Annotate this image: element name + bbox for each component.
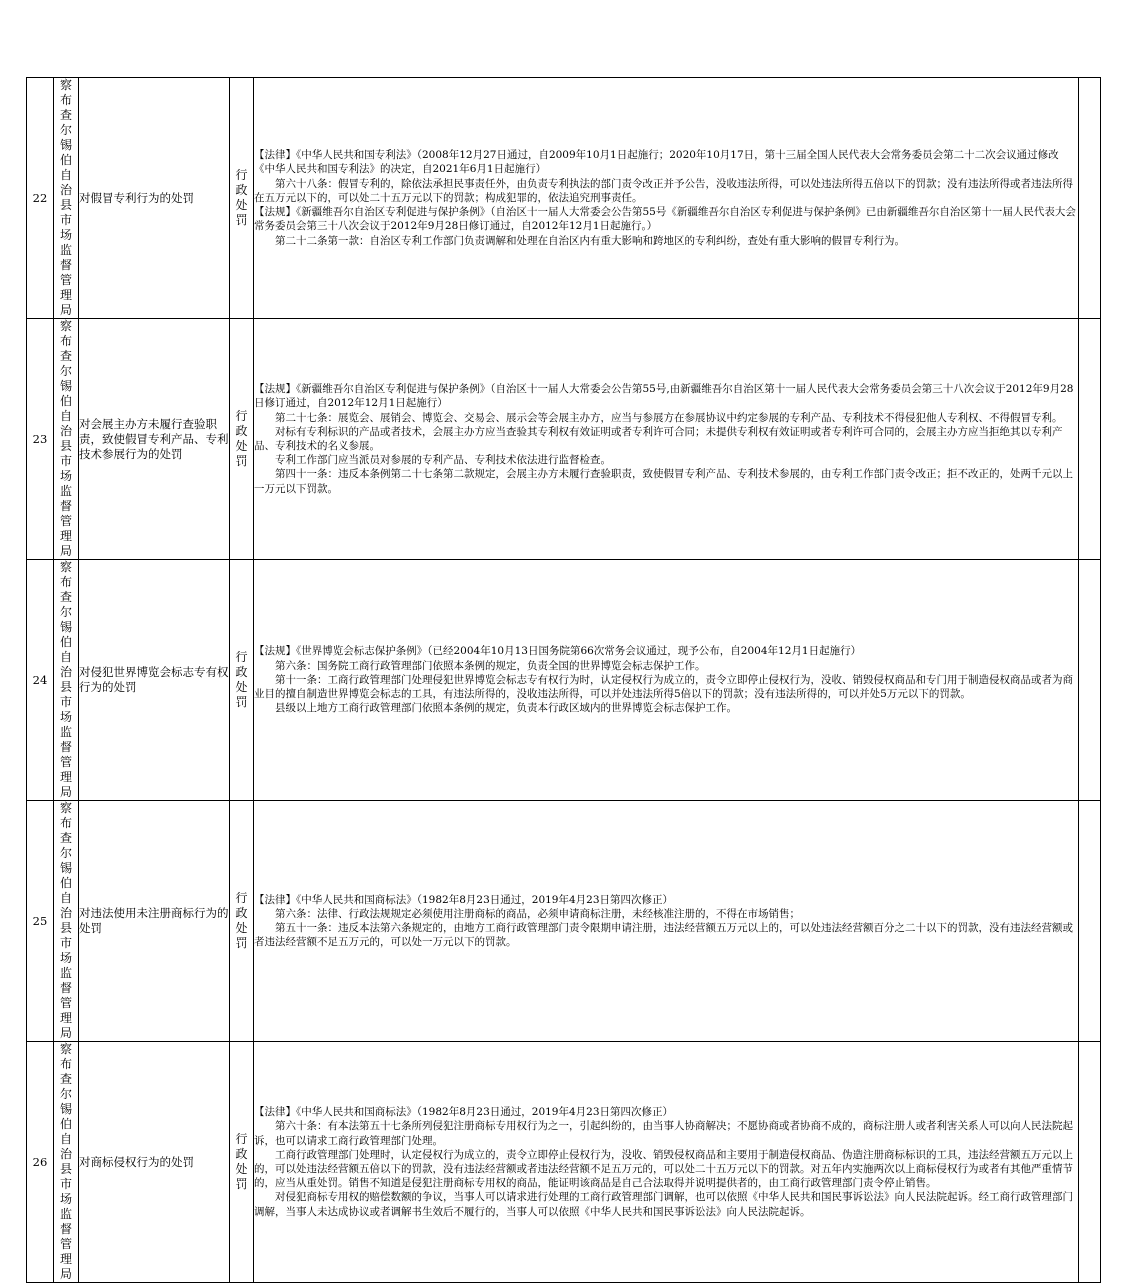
basis-paragraph: 【法规】《新疆维吾尔自治区专利促进与保护条例》（自治区十一届人大常委会公告第55号《新疆维吾尔自治区专利促进与保护条例》已由新疆维吾尔自治区第十一届人民代表大会常务委员会第三十八次会议于2012年9月28日修订通过，自2012年12月1日起施行。） (254, 206, 1076, 233)
power-type: 行 政 处 罚 (230, 560, 254, 801)
basis-paragraph: 第五十一条：违反本法第六条规定的，由地方工商行政管理部门责令限期申请注册，违法经营额五万元以上的，可以处违法经营额百分之二十以下的罚款，没有违法经营额或者违法经营额不足五万元的，可以处一万元以下的罚款。 (254, 922, 1073, 949)
remarks-cell (1079, 78, 1101, 319)
basis-paragraph: 第十一条：工商行政管理部门处理侵犯世界博览会标志专有权行为时，认定侵权行为成立的，责令立即停止侵权行为，没收、销毁侵权商品和专门用于制造侵权商品或者为商业目的擅自制造世界博览会标志的工具，有违法所得的，没收违法所得，可以并处违法所得5倍以下的罚款；没有违法所得的，可以并处5万元以下的罚款。 (254, 673, 1073, 701)
legal-basis (254, 319, 1079, 560)
table-row (27, 1042, 1101, 1283)
table-row (27, 801, 1101, 1042)
row-number: 23 (27, 319, 54, 560)
basis-paragraph: 第六十八条：假冒专利的，除依法承担民事责任外，由负责专利执法的部门责令改正并予公告，没收违法所得，可以处违法所得五倍以下的罚款；没有违法所得或者违法所得在五万元以下的，可以处二十五万元以下的罚款；构成犯罪的，依法追究刑事责任。 (254, 177, 1073, 204)
basis-paragraph: 【法规】《新疆维吾尔自治区专利促进与保护条例》（自治区十一届人大常委会公告第55号,由新疆维吾尔自治区第十一届人民代表大会常务委员会第三十八次会议于2012年9月28日修订通过，自2012年12月1日起施行） (254, 383, 1074, 410)
authority-name: 察 布 查 尔 锡 伯 自 治 县 市 场 监 督 管 理 局 (54, 560, 79, 801)
remarks-cell (1079, 801, 1101, 1042)
penalty-item: 对会展主办方未履行查验职责，致使假冒专利产品、专利技术参展行为的处罚 (79, 319, 230, 560)
basis-paragraph: 工商行政管理部门处理时，认定侵权行为成立的，责令立即停止侵权行为，没收、销毁侵权商品和主要用于制造侵权商品、伪造注册商标标识的工具，违法经营额五万元以上的，可以处违法经营额五倍以下的罚款，没有违法经营额或者违法经营额不足五万元的，可以处二十五万元以下的罚款。对五年内实施两次以上商标侵权行为或者有其他严重情节的，应当从重处罚。销售不知道是侵犯注册商标专用权的商品，能证明该商品是自己合法取得并说明提供者的，由工商行政管理部门责令停止销售。 (254, 1148, 1073, 1190)
authority-name: 察 布 查 尔 锡 伯 自 治 县 市 场 监 督 管 理 局 (54, 801, 79, 1042)
row-number: 25 (27, 801, 54, 1042)
basis-paragraph: 专利工作部门应当派员对参展的专利产品、专利技术依法进行监督检查。 (275, 454, 611, 467)
basis-paragraph: 第六条：国务院工商行政管理部门依照本条例的规定，负责全国的世界博览会标志保护工作。 (275, 659, 706, 672)
basis-paragraph: 【法律】《中华人民共和国商标法》（1982年8月23日通过，2019年4月23日第四次修正） (254, 1106, 674, 1119)
penalty-item: 对商标侵权行为的处罚 (79, 1042, 230, 1283)
penalty-item: 对违法使用未注册商标行为的处罚 (79, 801, 230, 1042)
penalty-table (26, 77, 1101, 1283)
basis-paragraph: 第二十二条第一款：自治区专利工作部门负责调解和处理在自治区内有重大影响和跨地区的专利纠纷，查处有重大影响的假冒专利行为。 (275, 234, 905, 247)
basis-paragraph: 对标有专利标识的产品或者技术，会展主办方应当查验其专利权有效证明或者专利许可合同；未提供专利权有效证明或者专利许可合同的，会展主办方应当拒绝其以专利产品、专利技术的名义参展。 (254, 425, 1063, 452)
legal-basis (254, 1042, 1079, 1283)
legal-basis (254, 560, 1079, 801)
power-type: 行 政 处 罚 (230, 801, 254, 1042)
authority-name: 察 布 查 尔 锡 伯 自 治 县 市 场 监 督 管 理 局 (54, 1042, 79, 1283)
legal-basis (254, 801, 1079, 1042)
table-row (27, 560, 1101, 801)
power-type: 行 政 处 罚 (230, 78, 254, 319)
basis-paragraph: 县级以上地方工商行政管理部门依照本条例的规定，负责本行政区域内的世界博览会标志保护工作。 (275, 702, 737, 715)
power-type: 行 政 处 罚 (230, 1042, 254, 1283)
table-row (27, 78, 1101, 319)
row-number: 26 (27, 1042, 54, 1283)
basis-paragraph: 对侵犯商标专用权的赔偿数额的争议，当事人可以请求进行处理的工商行政管理部门调解，也可以依照《中华人民共和国民事诉讼法》向人民法院起诉。经工商行政管理部门调解，当事人未达成协议或者调解书生效后不履行的，当事人可以依照《中华人民共和国民事诉讼法》向人民法院起诉。 (254, 1191, 1073, 1218)
table-row (27, 319, 1101, 560)
authority-name: 察 布 查 尔 锡 伯 自 治 县 市 场 监 督 管 理 局 (54, 78, 79, 319)
basis-paragraph: 【法律】《中华人民共和国专利法》（2008年12月27日通过，自2009年10月1日起施行；2020年10月17日，第十三届全国人民代表大会常务委员会第二十二次会议通过修改《中华人民共和国专利法》的决定，自2021年6月1日起施行） (254, 149, 1059, 176)
basis-paragraph: 第六条：法律、行政法规规定必须使用注册商标的商品，必须申请商标注册，未经核准注册的，不得在市场销售； (275, 907, 800, 920)
row-number: 24 (27, 560, 54, 801)
basis-paragraph: 【法律】《中华人民共和国商标法》（1982年8月23日通过，2019年4月23日第四次修正） (254, 893, 674, 906)
legal-basis (254, 78, 1079, 319)
remarks-cell (1079, 1042, 1101, 1283)
basis-paragraph: 【法规】《世界博览会标志保护条例》（已经2004年10月13日国务院第66次常务会议通过，现予公布，自2004年12月1日起施行） (254, 645, 862, 658)
remarks-cell (1079, 319, 1101, 560)
penalty-item: 对假冒专利行为的处罚 (79, 78, 230, 319)
penalty-item: 对侵犯世界博览会标志专有权行为的处罚 (79, 560, 230, 801)
row-number: 22 (27, 78, 54, 319)
basis-paragraph: 第四十一条：违反本条例第二十七条第二款规定，会展主办方未履行查验职责，致使假冒专利产品、专利技术参展的，由专利工作部门责令改正；拒不改正的，处两千元以上一万元以下罚款。 (254, 468, 1073, 495)
power-type: 行 政 处 罚 (230, 319, 254, 560)
table-body (27, 78, 1101, 1283)
remarks-cell (1079, 560, 1101, 801)
basis-paragraph: 第二十七条：展览会、展销会、博览会、交易会、展示会等会展主办方，应当与参展方在参展协议中约定参展的专利产品、专利技术不得侵犯他人专利权、不得假冒专利。 (275, 411, 1063, 424)
basis-paragraph: 第六十条：有本法第五十七条所列侵犯注册商标专用权行为之一，引起纠纷的，由当事人协商解决；不愿协商或者协商不成的，商标注册人或者利害关系人可以向人民法院起诉，也可以请求工商行政管理部门处理。 (254, 1120, 1073, 1147)
authority-name: 察 布 查 尔 锡 伯 自 治 县 市 场 监 督 管 理 局 (54, 319, 79, 560)
